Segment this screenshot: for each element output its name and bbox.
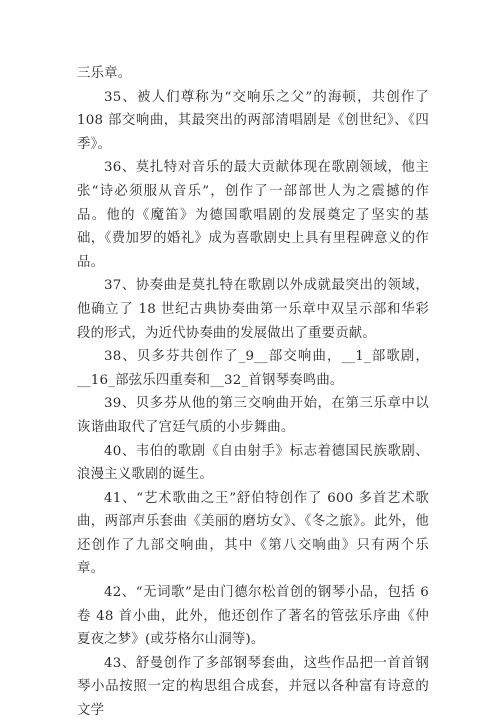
paragraph-item-35: 35、被人们尊称为“交响乐之父”的海顿，共创作了 108 部交响曲，其最突出的两部清唱剧是《创世纪》、《四季》。 [77,89,429,152]
document-page [77,62,429,723]
paragraph-continuation: 三乐章。 [77,66,132,81]
paragraph-item-39: 39、贝多芬从他的第三交响曲开始，在第三乐章中以诙谐曲取代了宫廷气质的小步舞曲。 [77,396,429,435]
paragraph-item-40: 40、韦伯的歌剧《自由射手》标志着德国民族歌剧、浪漫主义歌剧的诞生。 [77,443,429,483]
paragraph-item-41: 41、“艺术歌曲之王”舒伯特创作了 600 多首艺术歌曲，两部声乐套曲《美丽的磨坊女》、《冬之旅》。此外，他还创作了九部交响曲，其中《第八交响曲》只有两个乐章。 [77,490,429,577]
paragraph-item-38: 38、贝多芬共创作了_9__部交响曲，__1_部歌剧，__16_部弦乐四重奏和__32_首钢琴奏鸣曲。 [77,349,429,388]
paragraph-item-37: 37、协奏曲是莫扎特在歌剧以外成就最突出的领域，他确立了 18 世纪古典协奏曲第一乐章中双呈示部和华彩段的形式，为近代协奏曲的发展做出了重要贡献。 [77,278,429,341]
paragraph-item-42: 42、“无词歌”是由门德尔松首创的钢琴小品，包括 6 卷 48 首小曲，此外，他还创作了著名的管弦乐序曲《仲夏夜之梦》(或芬格尔山洞等)。 [77,585,429,648]
paragraph-item-43: 43、舒曼创作了多部钢琴套曲，这些作品把一首首钢琴小品按照一定的构思组合成套，并冠以各种富有诗意的文学 [77,655,429,719]
paragraph-item-36: 36、莫扎特对音乐的最大贡献体现在歌剧领域，他主张“诗必须服从音乐”，创作了一部部世人为之震撼的作品。他的《魔笛》为德国歌唱剧的发展奠定了坚实的基础，《费加罗的婚礼》成为喜歌剧史上具有里程碑意义的作品。 [77,160,429,270]
